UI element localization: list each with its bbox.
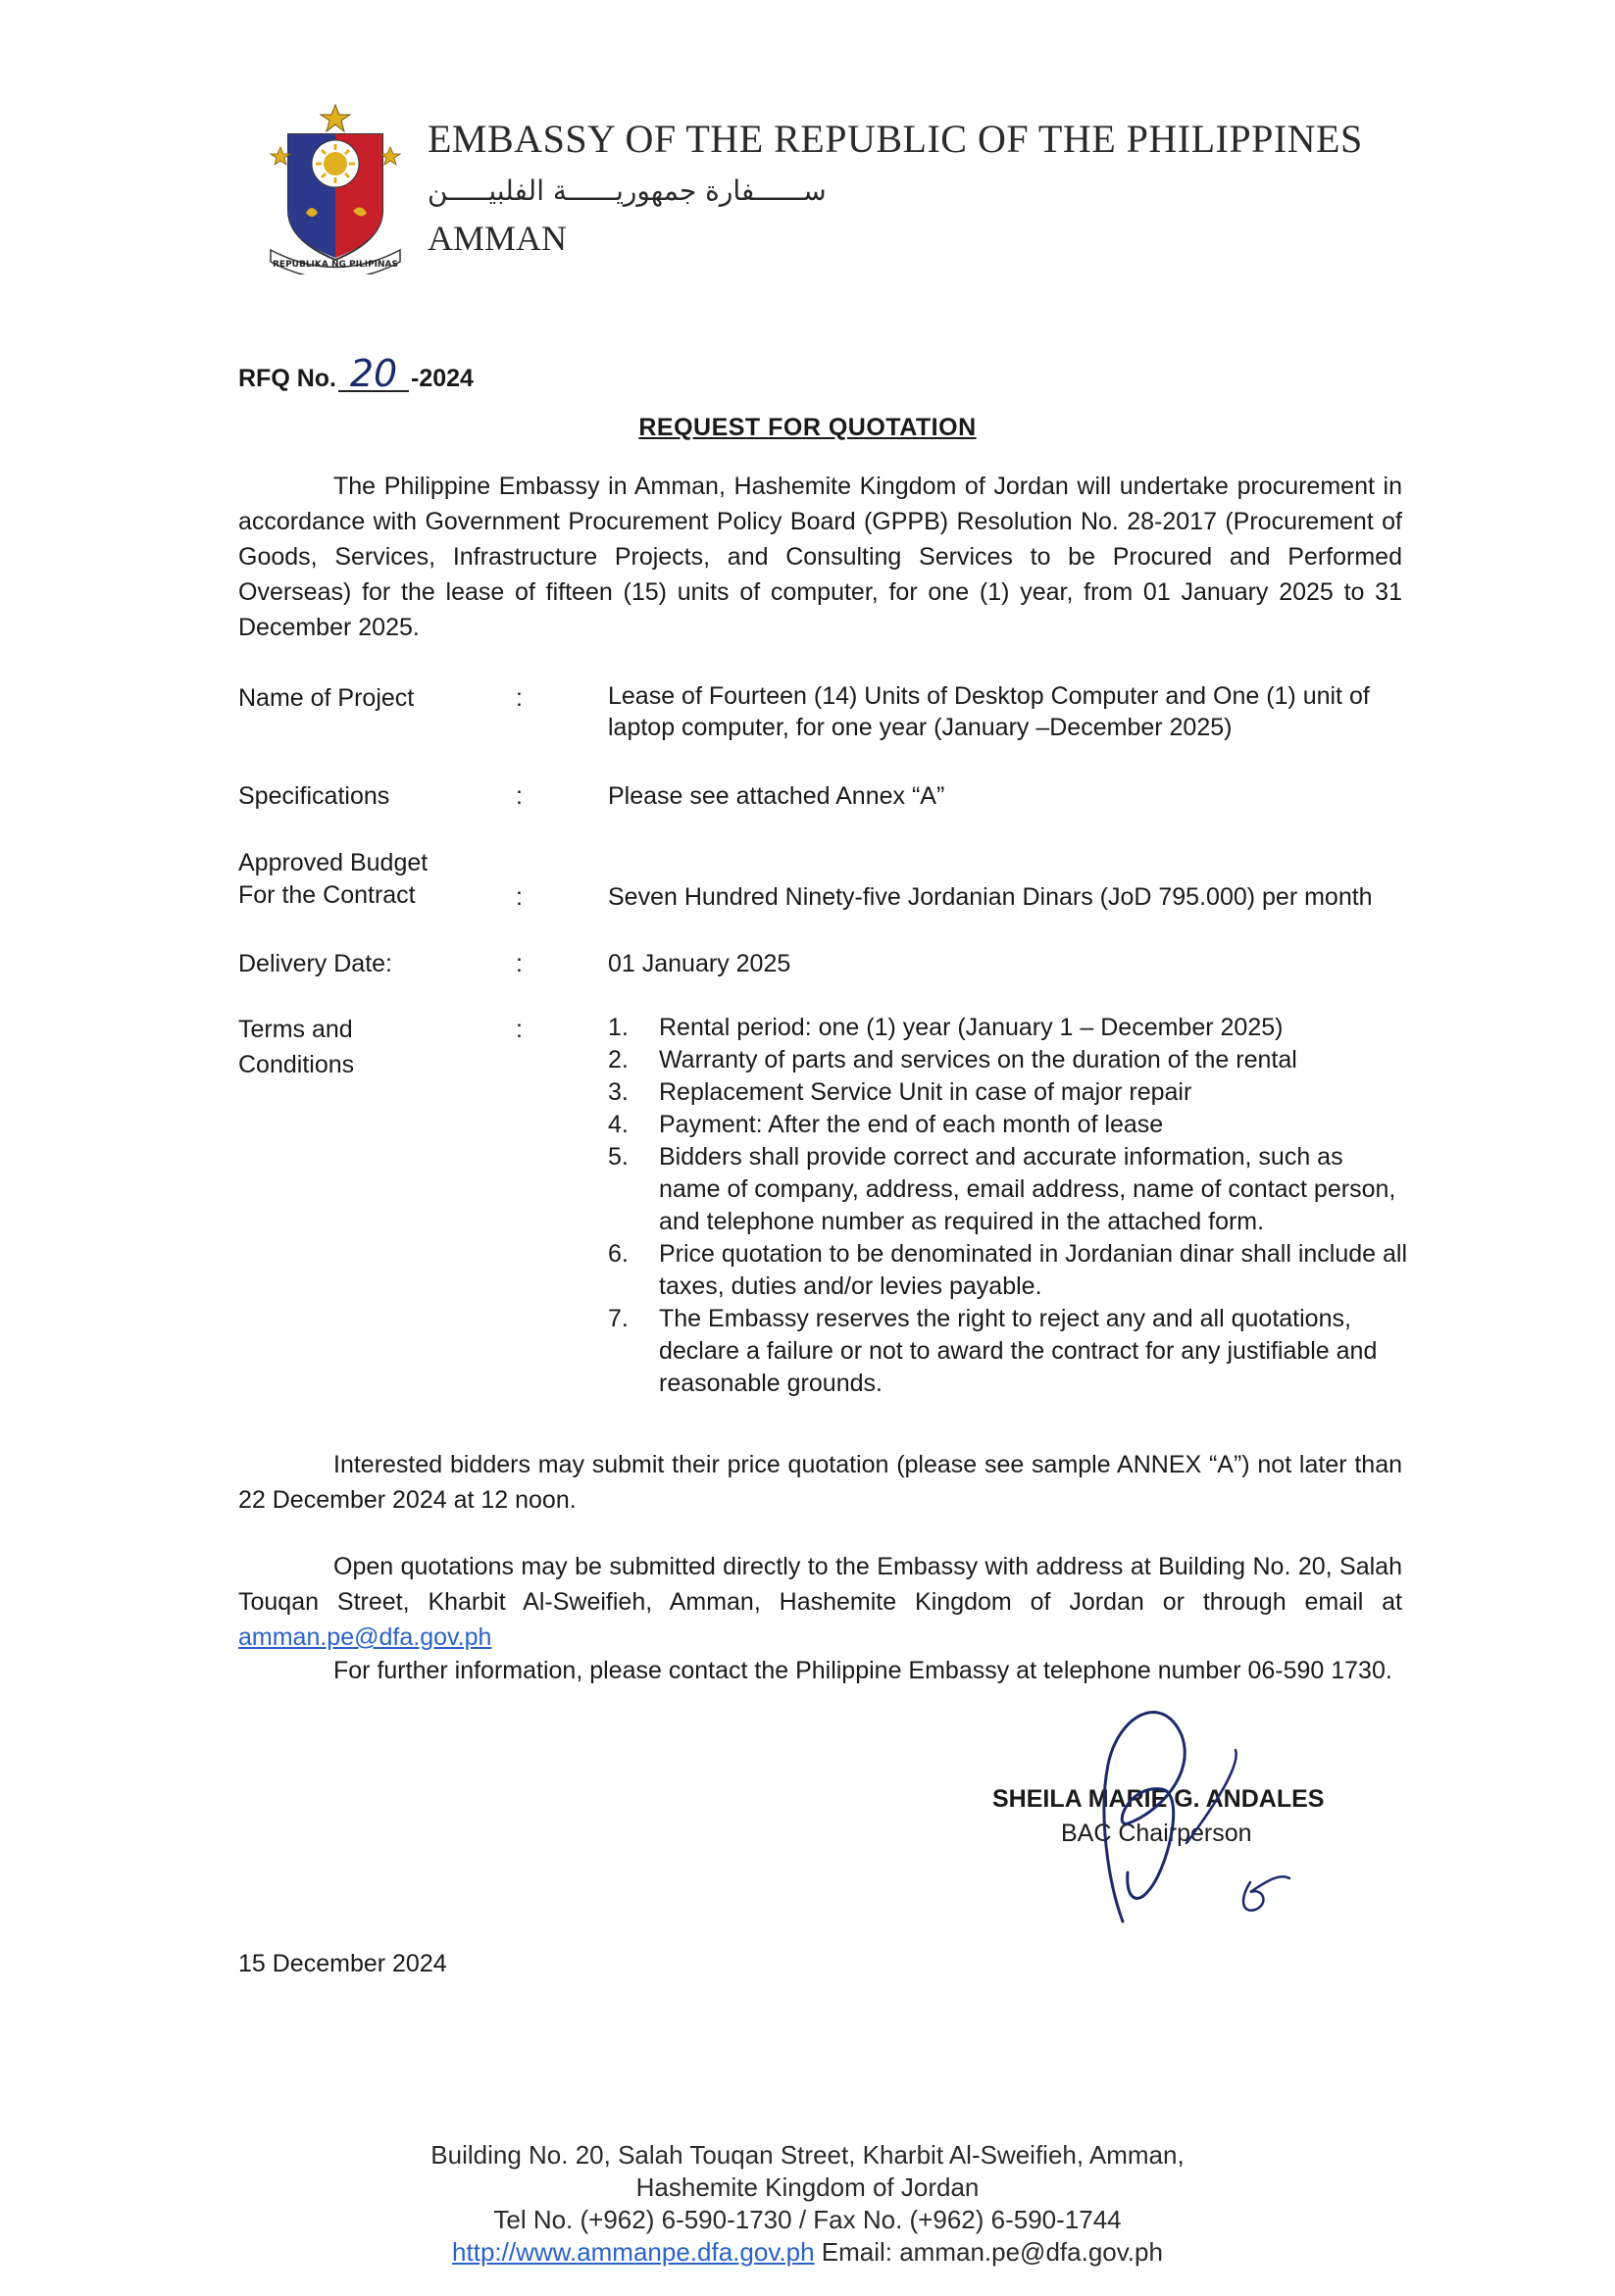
- letterhead-city: AMMAN: [428, 219, 568, 258]
- terms-item-number: 1.: [608, 1014, 629, 1041]
- delivery-value: 01 January 2025: [608, 950, 791, 977]
- footer-contact-line: [0, 2236, 1615, 2269]
- submission-text: Open quotations may be submitted directly to the Embassy with address at Building No. 20, Salah Touqan Street, Kharbit Al-Sweifieh, Amman, Hashemite Kingdom of Jordan or through email at: [238, 1553, 1402, 1616]
- project-value: Lease of Fourteen (14) Units of Desktop Computer and One (1) unit of laptop computer, for one year (January –December 2025): [608, 682, 1370, 741]
- terms-item-number: 4.: [608, 1111, 629, 1138]
- signatory-name: SHEILA MARIE G. ANDALES: [992, 1785, 1325, 1813]
- budget-colon: :: [516, 883, 523, 911]
- terms-item-number: 6.: [608, 1240, 629, 1268]
- specs-label: Specifications: [238, 782, 390, 810]
- footer-line: Building No. 20, Salah Touqan Street, Kharbit Al-Sweifieh, Amman,: [430, 2140, 1185, 2170]
- rfq-handwritten-number: 20: [338, 357, 409, 392]
- terms-item-text: Warranty of parts and services on the duration of the rental: [659, 1046, 1297, 1073]
- terms-colon: :: [516, 1016, 523, 1043]
- deadline-paragraph: Interested bidders may submit their price quotation (please see sample ANNEX “A”) not later than 22 December 2024 at 12 noon.: [238, 1451, 1402, 1514]
- rfq-prefix: RFQ No.: [238, 365, 336, 392]
- terms-item: [608, 1012, 1407, 1044]
- document-date: 15 December 2024: [238, 1950, 447, 1977]
- footer-address: [0, 2139, 1615, 2269]
- terms-item-text: Rental period: one (1) year (January 1 – December 2025): [659, 1014, 1284, 1041]
- intro-paragraph: The Philippine Embassy in Amman, Hashemite Kingdom of Jordan will undertake procurement in accordance with Government Procurement Policy Board (GPPB) Resolution No. 28-2017 (Procurement of Goods, Services, Infrastructure Projects, and Consulting Services to be Procured and Performed Overseas) for the lease of fifteen (15) units of computer, for one (1) year, from 01 January 2025 to 31 December 2025.: [238, 473, 1402, 641]
- specs-colon: :: [516, 782, 523, 810]
- footer-line: Hashemite Kingdom of Jordan: [635, 2172, 980, 2202]
- delivery-label: Delivery Date:: [238, 950, 392, 977]
- footer-line: Tel No. (+962) 6-590-1730 / Fax No. (+962) 6-590-1744: [493, 2205, 1122, 2234]
- terms-item-text: Bidders shall provide correct and accurate information, such as name of company, address, email address, name of contact person, and telephone number as required in the attached form.: [659, 1143, 1396, 1235]
- document-heading: REQUEST FOR QUOTATION: [638, 414, 977, 441]
- submission-email-link[interactable]: amman.pe@dfa.gov.ph: [238, 1623, 492, 1651]
- terms-item-text: Payment: After the end of each month of lease: [659, 1111, 1164, 1138]
- seal-scroll-text: REPUBLIKA NG PILIPINAS: [272, 260, 399, 270]
- budget-label: [238, 847, 464, 912]
- terms-item: [608, 1076, 1407, 1109]
- terms-label: Terms and Conditions: [238, 1016, 355, 1078]
- signatory-role: BAC Chairperson: [1061, 1820, 1252, 1847]
- project-label: Name of Project: [238, 684, 415, 712]
- letterhead-arabic-title: ســــــفارة جمهوريــــــة الفلبيـــــن: [428, 175, 827, 207]
- terms-list: [608, 1012, 1407, 1400]
- letterhead-title: EMBASSY OF THE REPUBLIC OF THE PHILIPPINES: [428, 117, 1363, 161]
- project-colon: :: [516, 684, 523, 712]
- terms-item: [608, 1238, 1407, 1303]
- contact-paragraph: For further information, please contact the Philippine Embassy at telephone number 06-590 1730.: [333, 1657, 1392, 1684]
- handwritten-signature: [1069, 1696, 1324, 1951]
- delivery-colon: :: [516, 950, 523, 977]
- budget-label-line2: For the Contract: [238, 881, 416, 909]
- terms-item-number: 3.: [608, 1078, 629, 1106]
- budget-value: Seven Hundred Ninety-five Jordanian Dinars (JoD 795.000) per month: [608, 883, 1373, 911]
- rfq-suffix: -2024: [411, 365, 474, 392]
- submission-paragraph: [238, 1549, 1402, 1655]
- terms-item-number: 2.: [608, 1046, 629, 1073]
- terms-item-text: The Embassy reserves the right to reject any and all quotations, declare a failure or not to award the contract for any justifiable and reasonable grounds.: [659, 1305, 1378, 1397]
- terms-item-number: 7.: [608, 1305, 629, 1332]
- philippine-seal-logo: [267, 103, 404, 275]
- specs-value: Please see attached Annex “A”: [608, 782, 945, 810]
- budget-label-line1: Approved Budget: [238, 849, 429, 876]
- rfq-number: [238, 352, 474, 395]
- terms-item: [608, 1044, 1407, 1076]
- footer-website-link[interactable]: http://www.ammanpe.dfa.gov.ph: [452, 2237, 815, 2267]
- terms-item: [608, 1141, 1407, 1238]
- terms-item: [608, 1109, 1407, 1141]
- terms-item-text: Replacement Service Unit in case of major repair: [659, 1078, 1192, 1106]
- terms-item-text: Price quotation to be denominated in Jordanian dinar shall include all taxes, duties and/or levies payable.: [659, 1240, 1408, 1300]
- footer-email: Email: amman.pe@dfa.gov.ph: [814, 2237, 1163, 2267]
- terms-item-number: 5.: [608, 1143, 629, 1171]
- terms-item: [608, 1303, 1407, 1400]
